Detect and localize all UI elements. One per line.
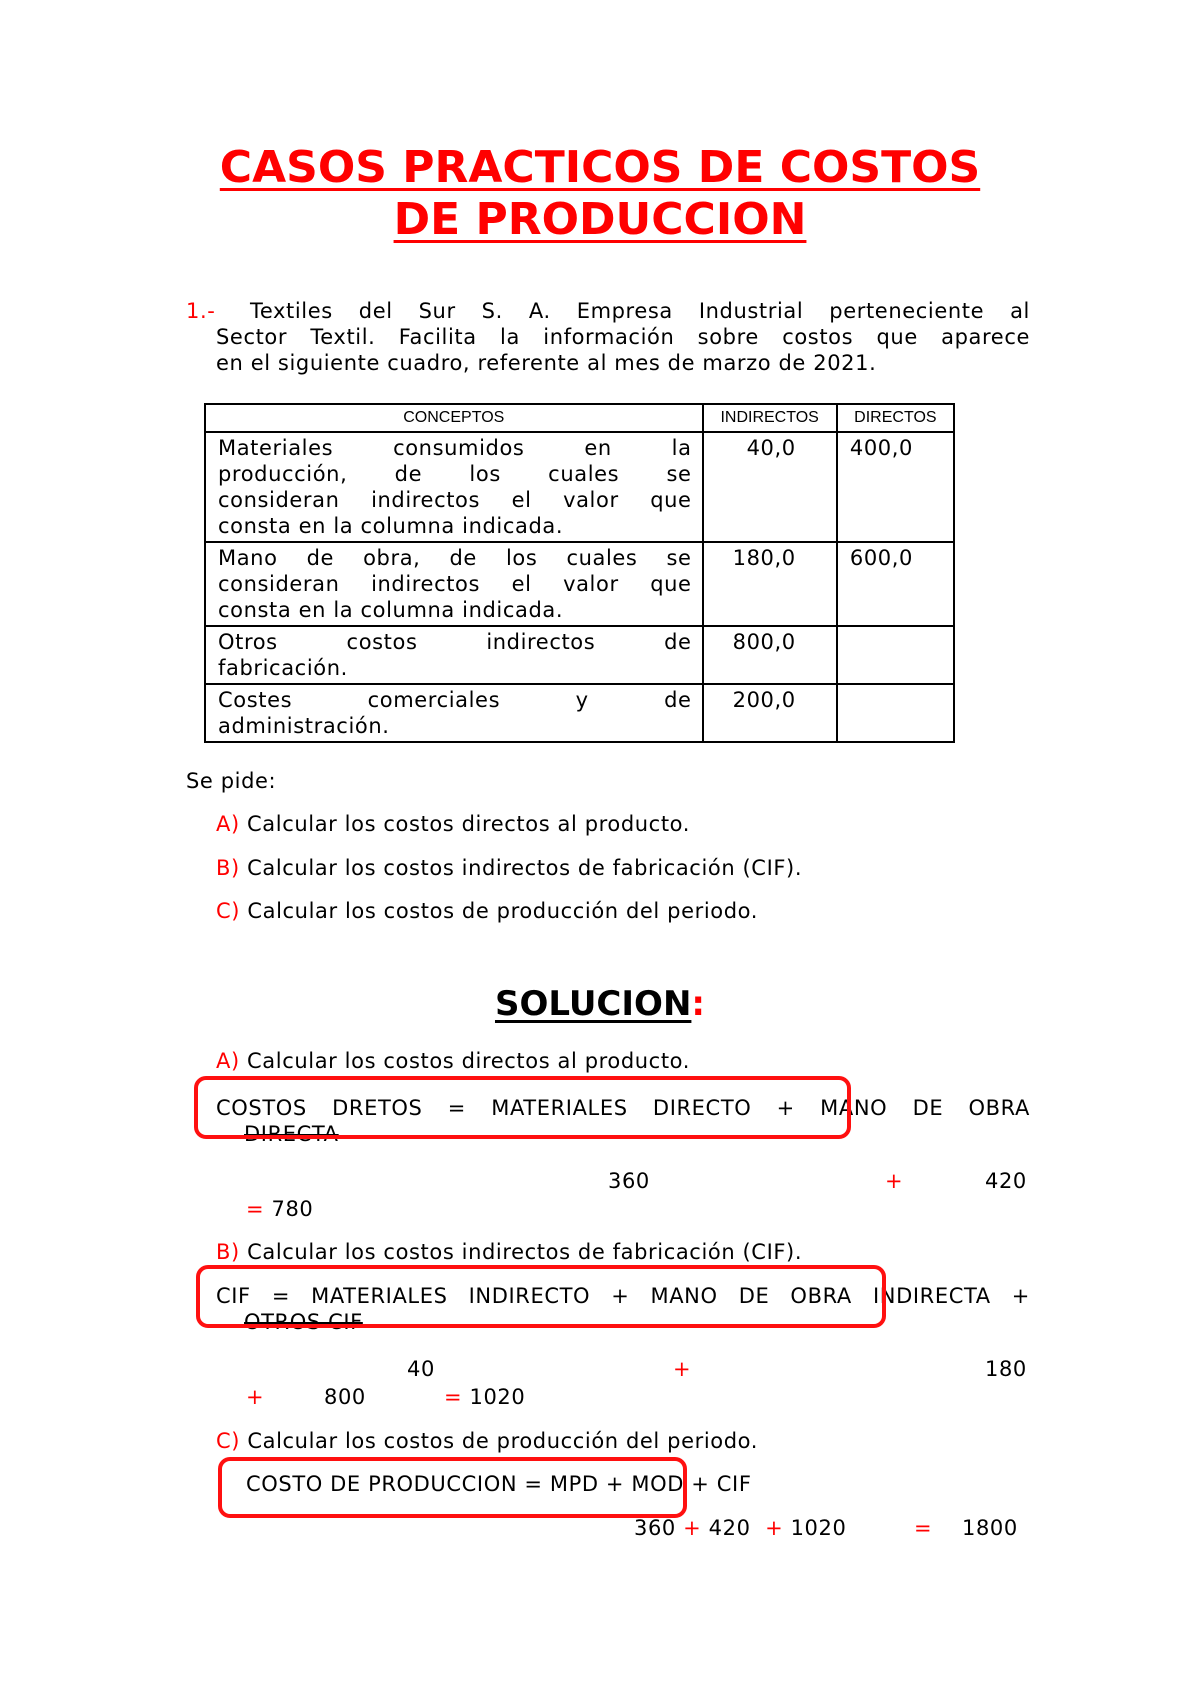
task-letter: A) — [216, 812, 240, 836]
concept-cell — [205, 626, 703, 684]
calc-c-equals: = — [914, 1516, 933, 1540]
indirectos-cell: 200,0 — [703, 684, 837, 742]
page-title-line2: DE PRODUCCION — [393, 194, 807, 245]
task-c — [216, 899, 758, 923]
header-directos: DIRECTOS — [837, 404, 954, 432]
page-title-line1: CASOS PRACTICOS DE COSTOS — [219, 142, 981, 193]
header-indirectos: INDIRECTOS — [703, 404, 837, 432]
calc-a-value2: 420 — [985, 1169, 1027, 1193]
problem-text-line3: en el siguiente cuadro, referente al mes de marzo de 2021. — [216, 351, 877, 375]
table-header-row — [205, 404, 954, 432]
task-letter: B) — [216, 856, 240, 880]
problem-number: 1.- — [186, 299, 216, 323]
table-row — [205, 626, 954, 684]
concept-cell — [205, 432, 703, 542]
concept-line: consta en la columna indicada. — [218, 598, 564, 622]
directos-cell: 600,0 — [837, 542, 954, 626]
task-b — [216, 856, 802, 880]
task-text: Calcular los costos de producción del periodo. — [247, 899, 758, 923]
calc-b-value3: 800 — [324, 1385, 366, 1409]
task-letter: C) — [216, 899, 241, 923]
table-row — [205, 432, 954, 542]
task-letter: A) — [216, 1049, 240, 1073]
solution-heading-colon: : — [691, 984, 706, 1024]
highlight-box-a — [194, 1076, 851, 1139]
table-row — [205, 684, 954, 742]
table-row — [205, 542, 954, 626]
calc-a-plus: + — [885, 1169, 904, 1193]
formula-a-line1: COSTOS DRETOS = MATERIALES DIRECTO + MANO DE OBRA — [216, 1096, 1030, 1120]
concept-cell — [205, 542, 703, 626]
solution-heading-text: SOLUCION — [494, 984, 692, 1024]
indirectos-cell: 800,0 — [703, 626, 837, 684]
calc-b-value2: 180 — [985, 1357, 1027, 1381]
se-pide-label: Se pide: — [186, 769, 277, 793]
calc-b-plus1: + — [673, 1357, 692, 1381]
highlight-box-b — [196, 1265, 886, 1328]
problem-text-line2: Sector Textil. Facilita la información sobre costos que aparece — [216, 325, 1030, 349]
concept-line: consideran indirectos el valor que — [218, 488, 692, 512]
calc-c-value3: 1020 — [790, 1516, 847, 1540]
indirectos-cell: 180,0 — [703, 542, 837, 626]
concept-line: administración. — [218, 714, 390, 738]
calc-c-value2: 420 — [708, 1516, 751, 1540]
calc-a-result-line — [246, 1197, 313, 1221]
calc-c-line — [634, 1516, 846, 1540]
solution-c-title — [216, 1429, 758, 1453]
concept-line: consideran indirectos el valor que — [218, 572, 692, 596]
solution-a-title — [216, 1049, 690, 1073]
calc-b-result-line — [444, 1385, 525, 1409]
calc-b-result: 1020 — [469, 1385, 526, 1409]
calc-b-value1: 40 — [407, 1357, 435, 1381]
formula-c: COSTO DE PRODUCCION = MPD + MOD + CIF — [246, 1472, 752, 1496]
concept-line: producción, de los cuales se — [218, 462, 692, 486]
concept-line: consta en la columna indicada. — [218, 514, 564, 538]
equals-sign: = — [246, 1197, 265, 1221]
concept-line: Materiales consumidos en la — [218, 436, 692, 460]
highlight-box-c — [218, 1457, 687, 1518]
calc-c-value1: 360 — [634, 1516, 676, 1540]
task-text: Calcular los costos directos al producto. — [247, 812, 691, 836]
calc-a-result: 780 — [271, 1197, 314, 1221]
header-conceptos: CONCEPTOS — [205, 404, 703, 432]
concept-line: Otros costos indirectos de — [218, 630, 692, 654]
concept-line: Mano de obra, de los cuales se — [218, 546, 692, 570]
directos-cell — [837, 626, 954, 684]
costs-table — [204, 403, 955, 743]
formula-b-line1: CIF = MATERIALES INDIRECTO + MANO DE OBRA INDIRECTA + — [216, 1284, 1030, 1308]
plus-sign: + — [765, 1516, 784, 1540]
task-a — [216, 812, 690, 836]
indirectos-cell: 40,0 — [703, 432, 837, 542]
formula-b-line2: OTROS CIF — [244, 1310, 363, 1334]
formula-a-line2: DIRECTA — [244, 1122, 339, 1146]
solution-heading — [0, 984, 1200, 1024]
task-text: Calcular los costos de producción del periodo. — [247, 1429, 758, 1453]
directos-cell: 400,0 — [837, 432, 954, 542]
task-text: Calcular los costos indirectos de fabricación (CIF). — [247, 856, 803, 880]
directos-cell — [837, 684, 954, 742]
concept-line: fabricación. — [218, 656, 348, 680]
plus-sign: + — [683, 1516, 702, 1540]
calc-a-value1: 360 — [608, 1169, 650, 1193]
problem-text-line1: Textiles del Sur S. A. Empresa Industrial perteneciente al — [250, 299, 1030, 323]
calc-c-result: 1800 — [962, 1516, 1018, 1540]
concept-cell — [205, 684, 703, 742]
task-letter: C) — [216, 1429, 241, 1453]
concept-line: Costes comerciales y de — [218, 688, 692, 712]
task-letter: B) — [216, 1240, 240, 1264]
equals-sign: = — [444, 1385, 463, 1409]
calc-b-plus2: + — [246, 1385, 265, 1409]
solution-b-title — [216, 1240, 802, 1264]
task-text: Calcular los costos indirectos de fabricación (CIF). — [247, 1240, 803, 1264]
task-text: Calcular los costos directos al producto. — [247, 1049, 691, 1073]
